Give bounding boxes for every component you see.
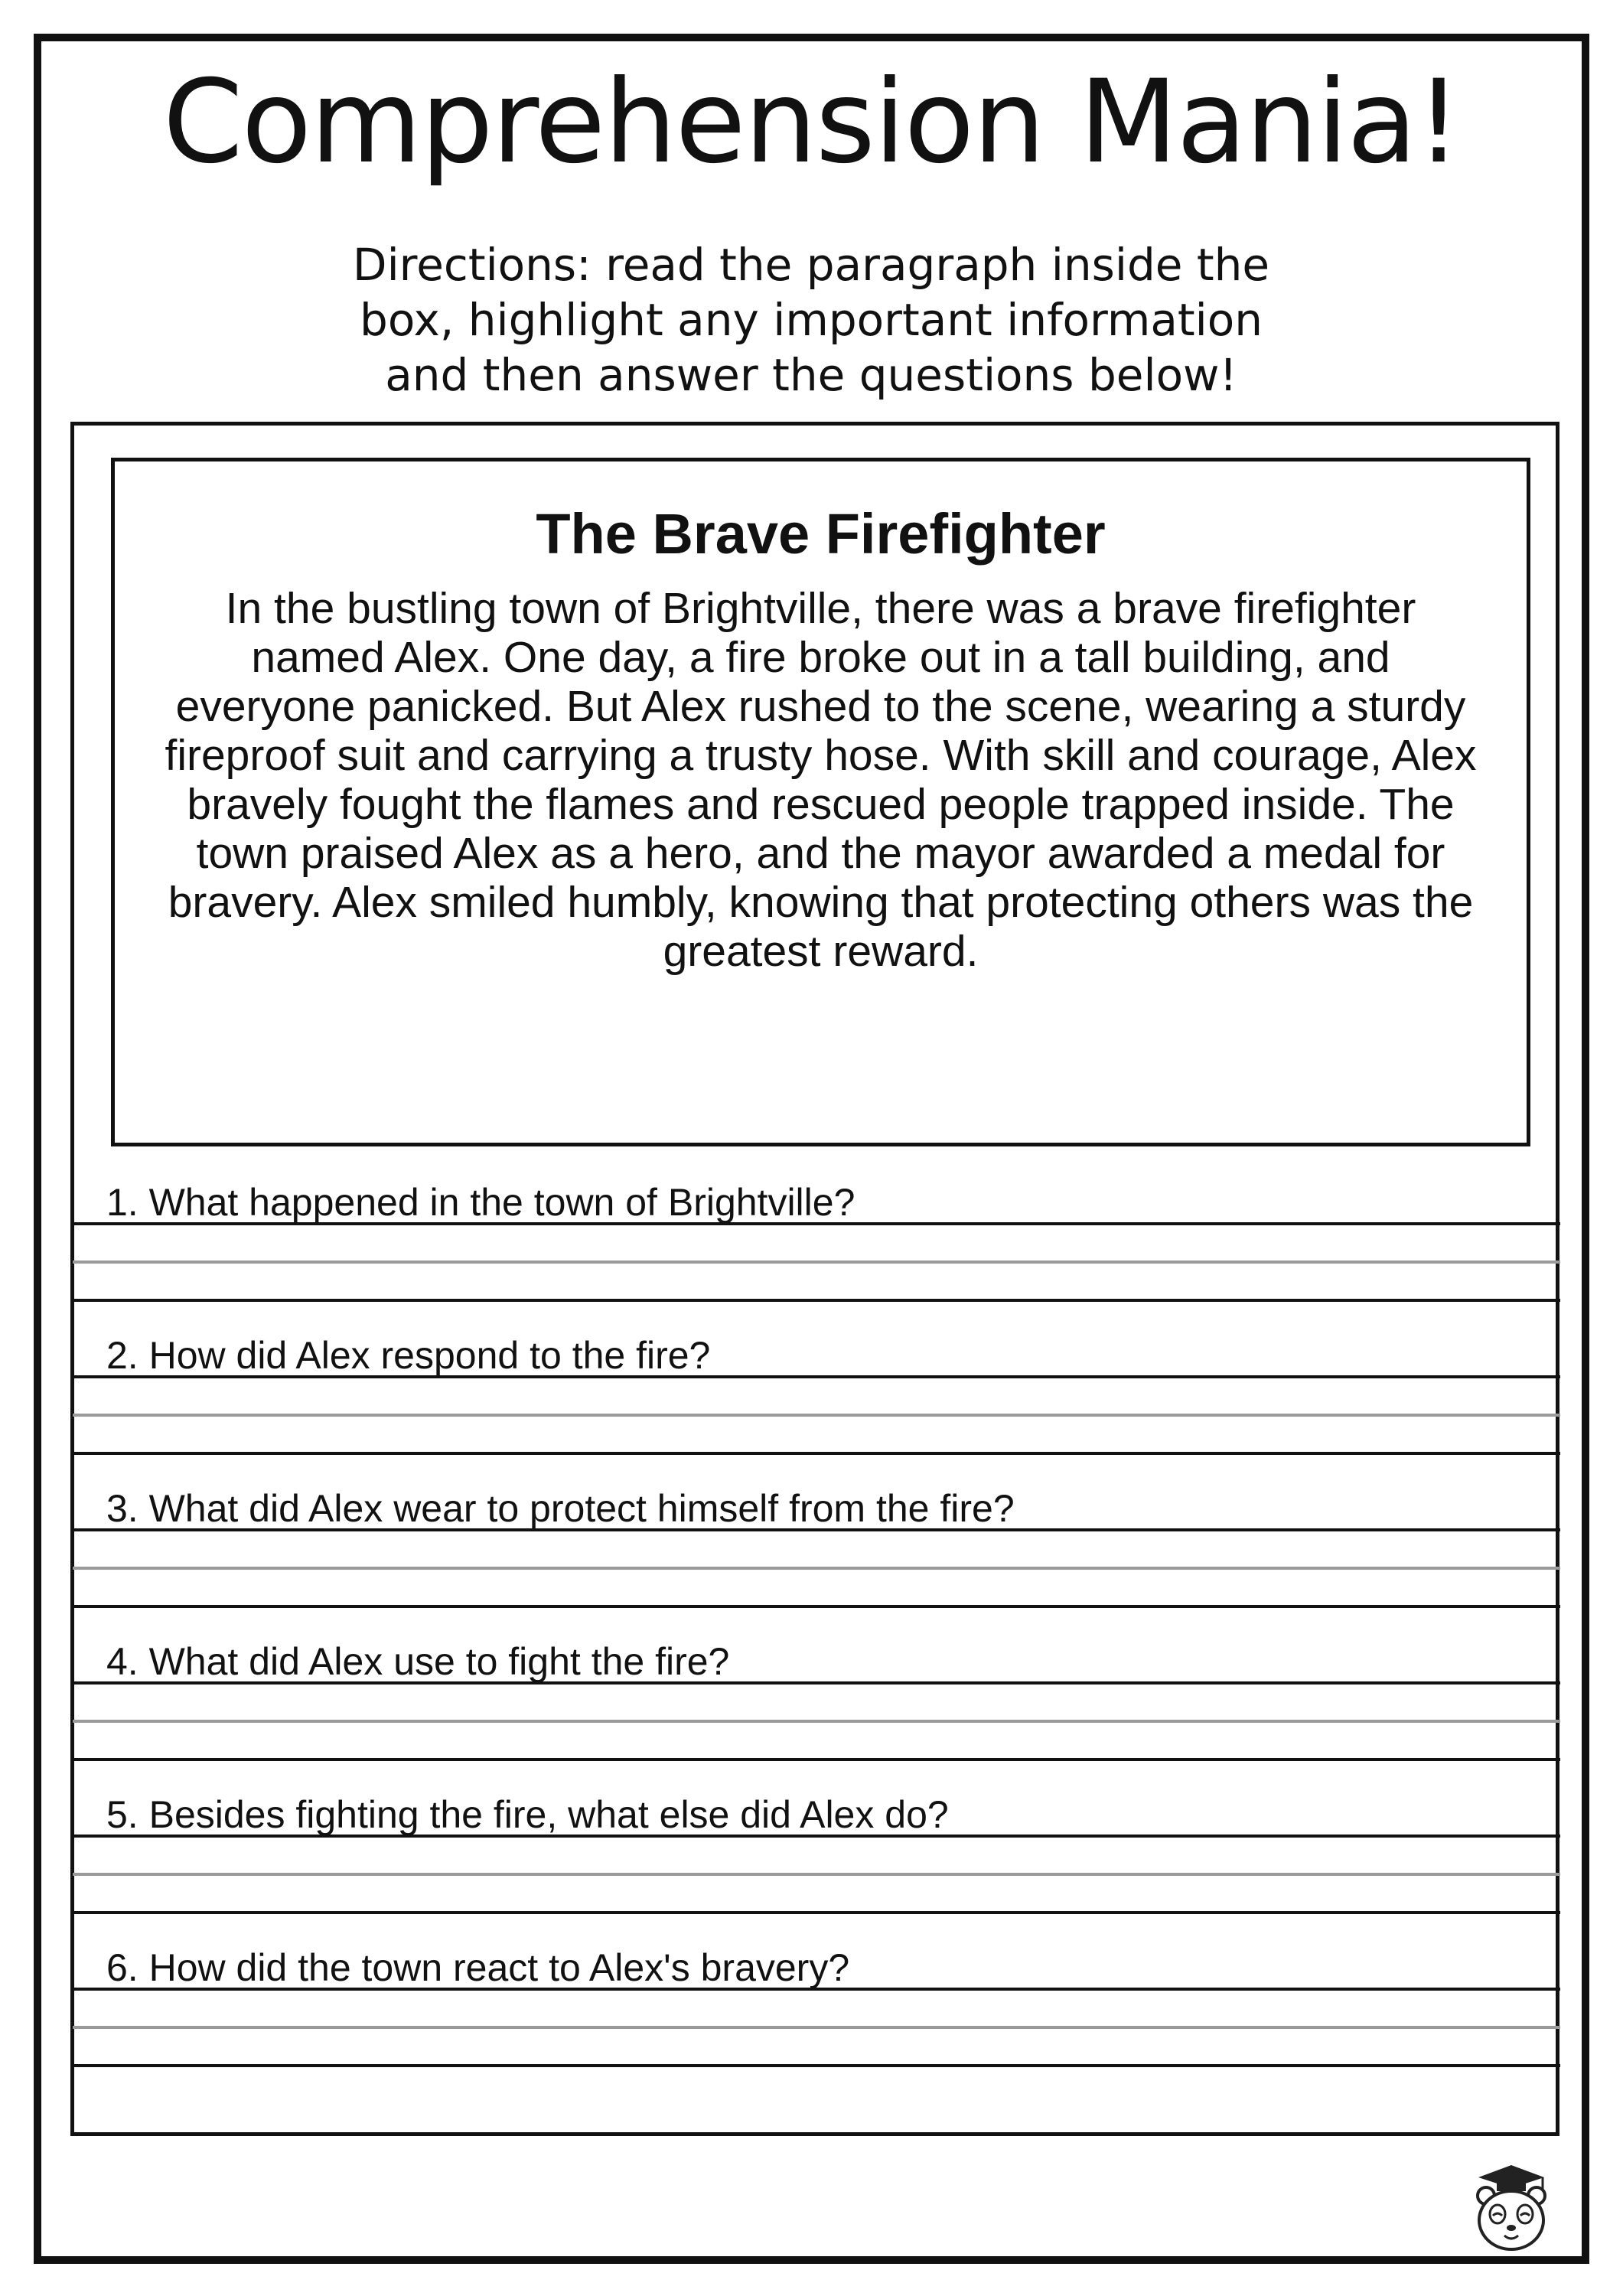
question-block-1 xyxy=(73,1179,1560,1332)
question-block-6 xyxy=(73,1944,1560,2097)
answer-guide-line xyxy=(73,1567,1560,1570)
answer-line[interactable] xyxy=(73,1528,1560,1531)
passage-title: The Brave Firefighter xyxy=(536,502,1106,566)
answer-line[interactable] xyxy=(73,1222,1560,1225)
answer-line[interactable] xyxy=(73,2064,1560,2067)
question-text: 2. How did Alex respond to the fire? xyxy=(106,1334,711,1377)
answer-line[interactable] xyxy=(73,1758,1560,1761)
answer-guide-line xyxy=(73,1261,1560,1264)
answer-guide-line xyxy=(73,2026,1560,2029)
question-block-2 xyxy=(73,1332,1560,1485)
question-text: 4. What did Alex use to fight the fire? xyxy=(106,1640,730,1683)
answer-line[interactable] xyxy=(73,1299,1560,1302)
answer-line[interactable] xyxy=(73,1911,1560,1914)
question-text: 1. What happened in the town of Brightville? xyxy=(106,1181,855,1224)
answer-guide-line xyxy=(73,1414,1560,1417)
question-text: 6. How did the town react to Alex's bravery? xyxy=(106,1946,850,1989)
question-block-5 xyxy=(73,1791,1560,1944)
answer-line[interactable] xyxy=(73,1835,1560,1838)
question-block-3 xyxy=(73,1485,1560,1638)
directions-text: Directions: read the paragraph inside the box, highlight any important information and then answer the questions below! xyxy=(352,239,1270,401)
answer-guide-line xyxy=(73,1873,1560,1876)
worksheet-title: Comprehension Mania! xyxy=(162,56,1461,189)
passage-box xyxy=(111,458,1530,1146)
passage-paragraph: In the bustling town of Brightville, there was a brave firefighter named Alex. One day, a fire broke out in a tall building, and everyone panicked. But Alex rushed to the scene, wearing a sturdy fireproof suit and carrying a trusty hose. With skill and courage, Alex bravely fought the flames and rescued people trapped inside. The town praised Alex as a hero, and the mayor awarded a medal for bravery. Alex smiled humbly, knowing that protecting others was the greatest reward. xyxy=(165,584,1477,976)
question-text: 5. Besides fighting the fire, what else did Alex do? xyxy=(106,1793,949,1836)
answer-line[interactable] xyxy=(73,1681,1560,1684)
question-text: 3. What did Alex wear to protect himself from the fire? xyxy=(106,1487,1015,1530)
answer-line[interactable] xyxy=(73,1988,1560,1991)
answer-guide-line xyxy=(73,1720,1560,1723)
answer-line[interactable] xyxy=(73,1375,1560,1378)
question-block-4 xyxy=(73,1638,1560,1791)
graduate-panda-icon xyxy=(1469,2162,1553,2254)
answer-line[interactable] xyxy=(73,1452,1560,1455)
answer-line[interactable] xyxy=(73,1605,1560,1608)
